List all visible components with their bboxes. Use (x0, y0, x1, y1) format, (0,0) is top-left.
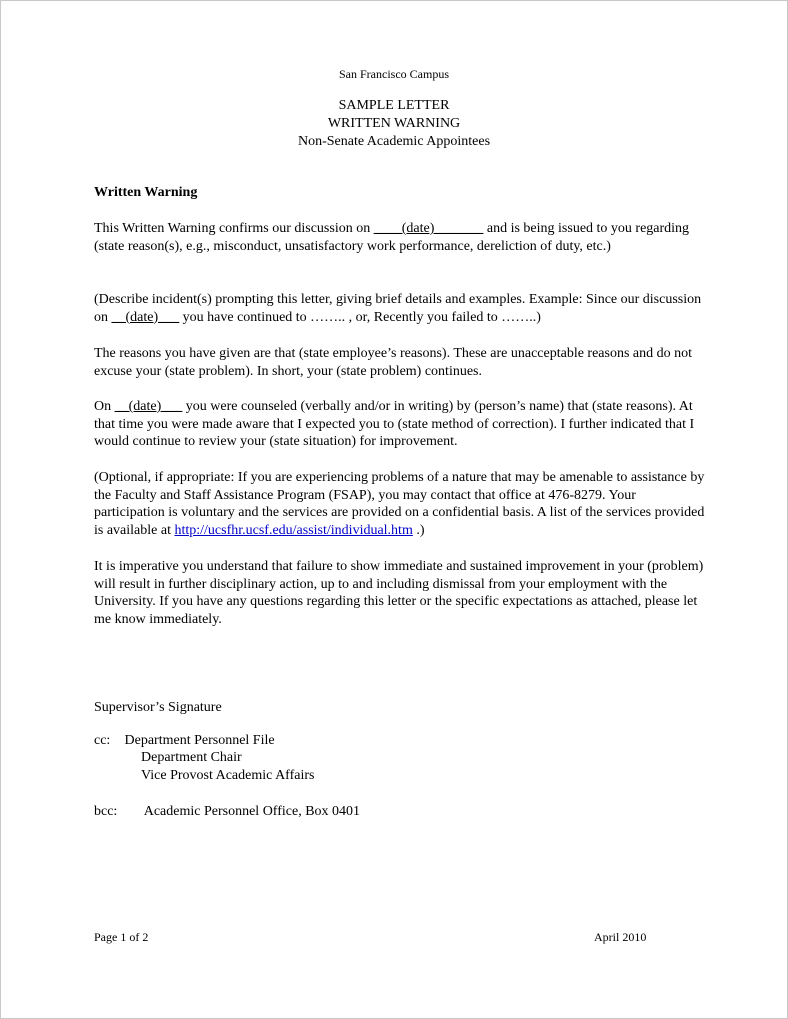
p1-text-a: This Written Warning confirms our discussion on (94, 221, 374, 236)
title-sample-letter: SAMPLE LETTER (338, 98, 450, 113)
p5-text-b: .) (412, 522, 425, 538)
p4-text-a: On (94, 399, 115, 414)
p4-date-blank: __(date)___ (114, 399, 183, 414)
footer-date: April 2010 (594, 930, 647, 944)
page-number: Page 1 of 2 (94, 930, 149, 944)
bcc-label: bcc: (94, 804, 118, 819)
supervisor-signature: Supervisor’s Signature (94, 700, 222, 715)
letter-titles (1, 97, 787, 151)
fsap-link[interactable]: http://ucsfhr.ucsf.edu/assist/individual.htm (174, 522, 413, 538)
title-written-warning: WRITTEN WARNING (327, 116, 461, 131)
bcc-line (94, 803, 360, 821)
p4-text-b: you were counseled (verbally and/or in writing) by (person’s name) that (state reasons). At that time you were made aware that I expected you to (state method of correction). I further indicated that I would continue to review your (state situation) for improvement. (94, 399, 695, 449)
paragraph-incident (94, 291, 706, 326)
paragraph-counseled (94, 398, 706, 451)
paragraph-fsap (94, 469, 706, 539)
paragraph-reasons: The reasons you have given are that (state employee’s reasons). These are unacceptable reasons and do not excuse your (state problem). In short, your (state problem) continues. (94, 346, 693, 379)
p1-date-blank: ____(date)_______ (373, 221, 484, 236)
campus-header: San Francisco Campus (339, 67, 449, 81)
title-appointees: Non-Senate Academic Appointees (297, 134, 491, 149)
bcc-value: Academic Personnel Office, Box 0401 (143, 804, 361, 819)
cc-list (94, 732, 275, 750)
p1-text-b: and is being issued to you regarding (state reason(s), e.g., misconduct, unsatisfactory work performance, dereliction of duty, etc.) (94, 221, 690, 254)
p2-text-b: you have continued to …….. , or, Recently you failed to ……..) (179, 309, 541, 325)
cc-label: cc: (94, 733, 111, 748)
p2-text-a: (Describe incident(s) prompting this letter, giving brief details and examples. Example: Since our discussion on (94, 292, 702, 325)
cc-item: Vice Provost Academic Affairs (141, 768, 315, 783)
section-heading: Written Warning (94, 185, 198, 200)
p5-text-a: (Optional, if appropriate: If you are experiencing problems of a nature that may be amenable to assistance by the Faculty and Staff Assistance Program (FSAP), you may contact that office at 476-8279. Your participation is voluntary and the services are provided on a confidential basis. A list of the services provided is available at (94, 470, 705, 538)
cc-item: Department Personnel File (124, 733, 275, 748)
cc-item: Department Chair (141, 750, 242, 765)
p2-date-blank: __(date)___ (111, 309, 180, 325)
paragraph-confirmation (94, 220, 706, 255)
paragraph-imperative: It is imperative you understand that failure to show immediate and sustained improvement in your (problem) will result in further disciplinary action, up to and including dismissal from your employment with the University. If you have any questions regarding this letter or the specific expectations as attached, please let me know immediately. (94, 559, 704, 627)
